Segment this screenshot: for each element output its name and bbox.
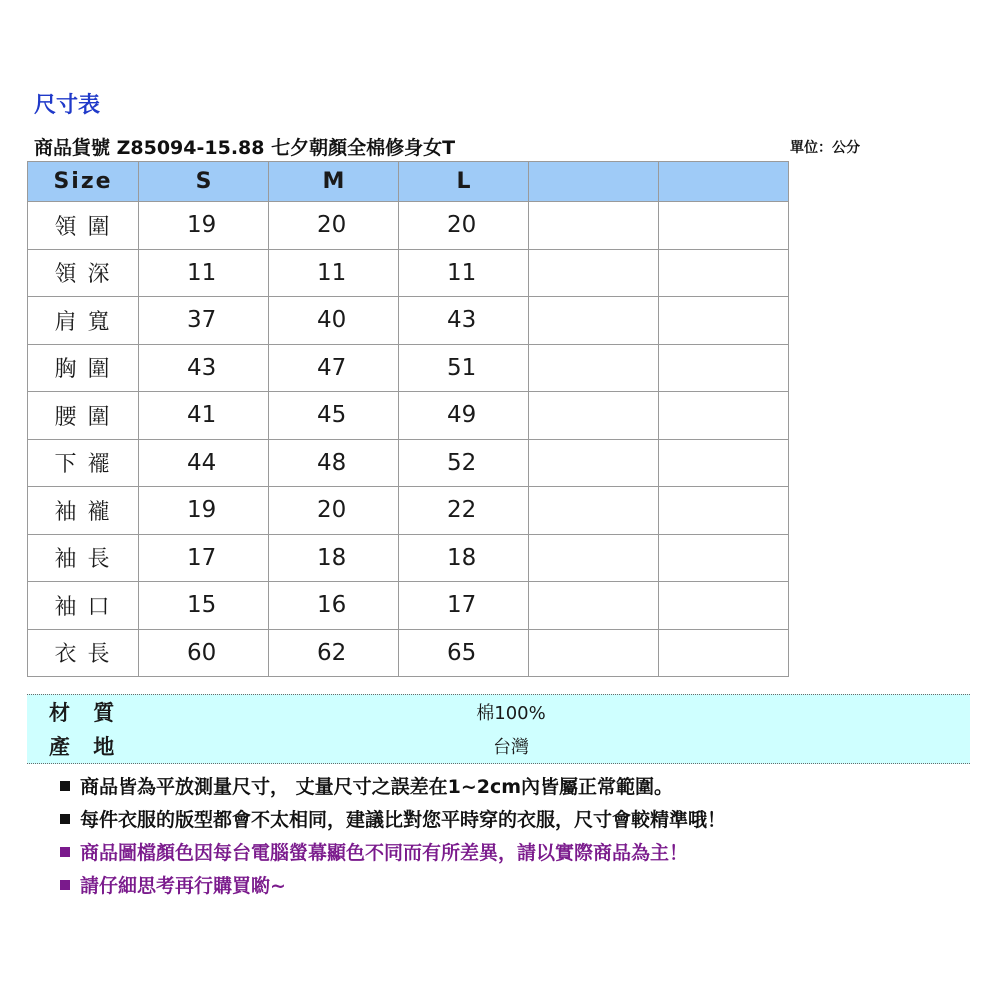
note-item [60,805,726,838]
measure-value: 43 [139,344,269,392]
table-row [28,534,789,582]
note-text: 商品皆為平放測量尺寸， 丈量尺寸之誤差在1~2cm內皆屬正常範圍。 [80,776,674,798]
measure-label: 領 深 [28,249,139,297]
measure-value [659,629,789,677]
measure-value [659,392,789,440]
measure-value: 41 [139,392,269,440]
measure-value: 18 [269,534,399,582]
measure-label: 下 襬 [28,439,139,487]
measure-value [659,202,789,250]
measure-value: 11 [269,249,399,297]
measure-label: 領 圍 [28,202,139,250]
size-header-label: Size [28,162,139,202]
measure-value [529,392,659,440]
measure-value [659,534,789,582]
measure-value: 49 [399,392,529,440]
measure-value [529,344,659,392]
measure-value: 20 [269,487,399,535]
measure-value: 48 [269,439,399,487]
size-header-cell [529,162,659,202]
measure-value [529,249,659,297]
table-row [28,297,789,345]
measure-value: 19 [139,202,269,250]
measure-label: 袖 口 [28,582,139,630]
measure-value: 43 [399,297,529,345]
size-header-cell [659,162,789,202]
measure-value: 19 [139,487,269,535]
measure-value: 52 [399,439,529,487]
measure-value [659,582,789,630]
origin-row [27,729,970,763]
measure-value: 60 [139,629,269,677]
material-value: 棉100% [476,703,546,724]
measure-label: 袖 長 [28,534,139,582]
table-header-row [28,162,789,202]
measure-value: 37 [139,297,269,345]
product-code: 商品貨號 Z85094-15.88 七夕朝顏全棉修身女T [34,137,456,159]
measure-label: 胸 圍 [28,344,139,392]
bullet-square-icon [60,814,70,824]
measure-value [529,297,659,345]
material-origin-panel [27,694,970,764]
measure-label: 衣 長 [28,629,139,677]
size-header-cell: L [399,162,529,202]
measure-value: 62 [269,629,399,677]
measure-value [529,534,659,582]
note-item [60,772,726,805]
measure-label: 袖 襱 [28,487,139,535]
unit-label: 單位：公分 [790,140,860,156]
note-text: 請仔細思考再行購買喲~ [80,875,286,897]
measure-value [529,439,659,487]
bullet-square-icon [60,781,70,791]
measure-label: 肩 寬 [28,297,139,345]
measure-value: 16 [269,582,399,630]
measure-value [659,297,789,345]
measure-value: 22 [399,487,529,535]
measure-label: 腰 圍 [28,392,139,440]
origin-value: 台灣 [493,737,529,758]
table-row [28,249,789,297]
measure-value [529,629,659,677]
measure-value: 17 [399,582,529,630]
size-header-cell: S [139,162,269,202]
measure-value: 11 [399,249,529,297]
bullet-square-icon [60,880,70,890]
measure-value: 65 [399,629,529,677]
measure-value: 44 [139,439,269,487]
measure-value: 45 [269,392,399,440]
measure-value: 15 [139,582,269,630]
table-row [28,202,789,250]
measure-value: 20 [269,202,399,250]
measure-value [659,487,789,535]
table-row [28,487,789,535]
note-item [60,838,726,871]
measure-value [659,249,789,297]
note-item [60,871,726,904]
table-row [28,582,789,630]
measure-value [659,439,789,487]
table-row [28,344,789,392]
size-table [27,161,789,677]
table-row [28,629,789,677]
measure-value [529,582,659,630]
measure-value [529,202,659,250]
note-text: 每件衣服的版型都會不太相同，建議比對您平時穿的衣服，尺寸會較精準哦！ [80,809,727,831]
table-row [28,392,789,440]
measure-value [659,344,789,392]
table-row [28,439,789,487]
measure-value: 40 [269,297,399,345]
notes-list [60,772,726,904]
bullet-square-icon [60,847,70,857]
material-label: 材 質 [49,701,123,725]
page-title: 尺寸表 [34,93,101,118]
note-text: 商品圖檔顏色因每台電腦螢幕顯色不同而有所差異，請以實際商品為主！ [80,842,689,864]
measure-value: 17 [139,534,269,582]
measure-value: 18 [399,534,529,582]
size-header-cell: M [269,162,399,202]
material-row [27,695,970,729]
measure-value: 20 [399,202,529,250]
measure-value: 11 [139,249,269,297]
measure-value: 47 [269,344,399,392]
measure-value: 51 [399,344,529,392]
measure-value [529,487,659,535]
origin-label: 產 地 [49,735,123,759]
